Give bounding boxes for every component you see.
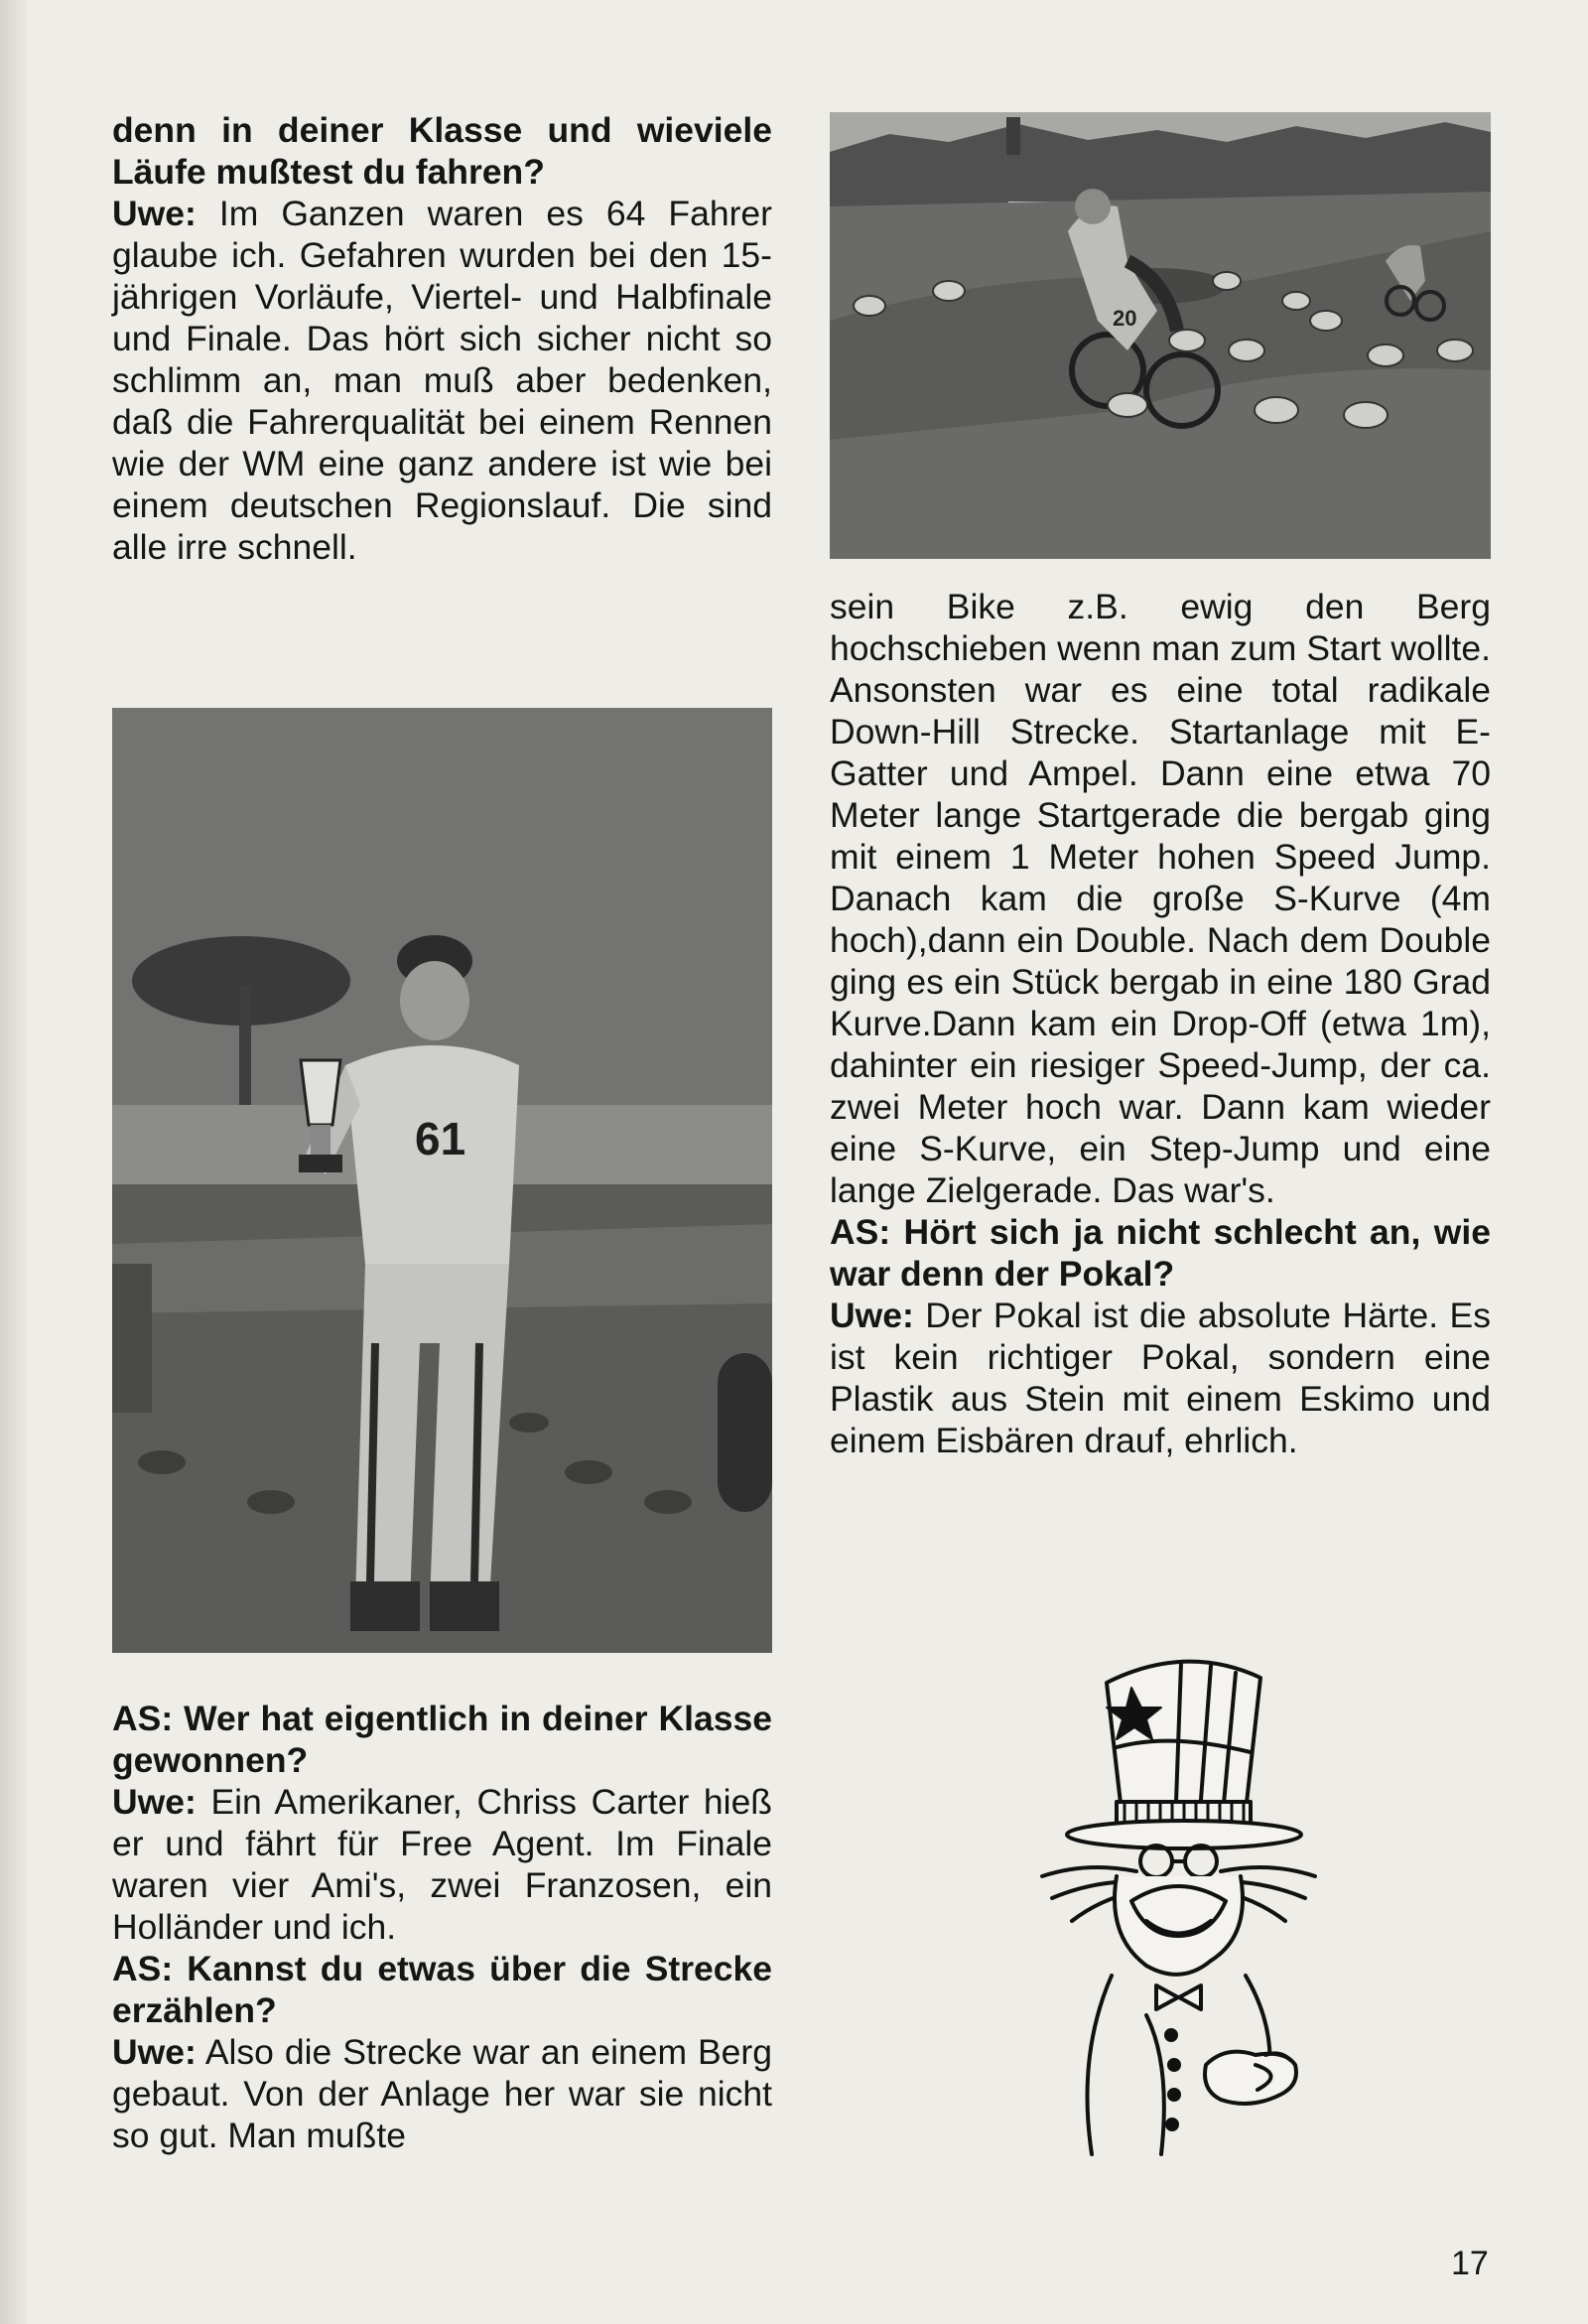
- answer-paragraph: [112, 1781, 772, 1948]
- question-text: AS: Hört sich ja nicht schlecht an, wie war denn der Pokal?: [830, 1212, 1491, 1294]
- speaker-label: Uwe:: [112, 2032, 197, 2072]
- race-jersey-number: 20: [1113, 306, 1137, 331]
- answer-text: Im Ganzen waren es 64 Fahrer glaube ich. Gefahren wurden bei den 15-jährigen Vorläufe, Viertel- und Halbfinale und Finale. Das hört sich sicher nicht so schlimm an, man muß aber bedenken, daß die Fahrerqualität bei einem Rennen wie der WM eine ganz andere ist wie bei einem deutschen Regionslauf. Die sind alle irre schnell.: [112, 194, 772, 567]
- answer-paragraph: [112, 193, 772, 568]
- bmx-race-photo: [830, 112, 1491, 559]
- left-column-top-text: [112, 109, 772, 568]
- question-text: AS: Kannst du etwas über die Strecke erzählen?: [112, 1949, 772, 2030]
- answer-text: Ein Amerikaner, Chriss Carter hieß er und fährt für Free Agent. Im Finale waren vier Ami's, zwei Franzosen, ein Holländer und ich.: [112, 1782, 772, 1947]
- question-text: denn in deiner Klasse und wieviele Läufe mußtest du fahren?: [112, 110, 772, 192]
- speaker-label: Uwe:: [112, 194, 197, 233]
- answer-paragraph: [112, 2031, 772, 2156]
- speaker-label: Uwe:: [830, 1296, 914, 1335]
- answer-text: Der Pokal ist die absolute Härte. Es ist kein richtiger Pokal, sondern eine Plastik aus Stein mit einem Eskimo und einem Eisbären drauf, ehrlich.: [830, 1296, 1491, 1460]
- body-paragraph: sein Bike z.B. ewig den Berg hochschieben wenn man zum Start wollte. Ansonsten war es eine total radikale Down-Hill Strecke. Startanlage mit E-Gatter und Ampel. Dann eine etwa 70 Meter lange Startgerade die bergab ging mit einem 1 Meter hohen Speed Jump. Danach kam die große S-Kurve (4m hoch),dann ein Double. Nach dem Double ging es ein Stück bergab in eine 180 Grad Kurve.Dann kam ein Drop-Off (etwa 1m), dahinter ein riesiger Speed-Jump, der ca. zwei Meter hoch war. Dann kam wieder eine S-Kurve, ein Step-Jump und eine lange Zielgerade. Das war's.: [830, 587, 1491, 1210]
- right-column-text: [830, 586, 1491, 1461]
- question-text: AS: Wer hat eigentlich in deiner Klasse gewonnen?: [112, 1699, 772, 1780]
- answer-text: Also die Strecke war an einem Berg gebaut. Von der Anlage her war sie nicht so gut. Man mußte: [112, 2032, 772, 2155]
- uncle-sam-bird-cartoon: [997, 1638, 1335, 2174]
- answer-paragraph: [830, 1295, 1491, 1461]
- rider-with-trophy-photo: [112, 708, 772, 1653]
- page-number: 17: [1451, 2245, 1489, 2282]
- left-column-bottom-text: [112, 1698, 772, 2156]
- speaker-label: Uwe:: [112, 1782, 197, 1822]
- winner-jersey-number: 61: [415, 1113, 466, 1164]
- page-spine-shadow: [0, 0, 28, 2324]
